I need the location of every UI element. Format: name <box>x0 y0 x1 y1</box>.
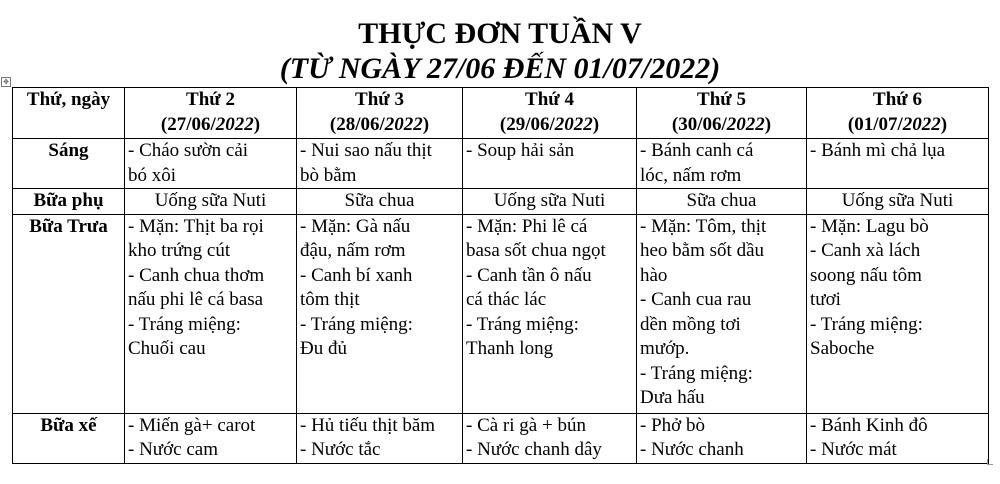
menu-line: hào <box>640 264 668 286</box>
table-row <box>13 413 989 463</box>
menu-line: - Hủ tiếu thịt băm <box>300 414 436 436</box>
table-row <box>13 214 989 413</box>
row-label: Bữa xế <box>13 413 125 463</box>
menu-cell <box>125 139 297 189</box>
day-name: Thứ 3 <box>355 89 404 110</box>
row-label: Bữa phụ <box>13 189 125 215</box>
menu-line: - Nui sao nấu thịt <box>300 140 432 161</box>
menu-cell <box>807 189 989 215</box>
menu-line: nấu phi lê cá basa <box>128 289 264 310</box>
menu-cell <box>463 214 637 413</box>
menu-line: tươi <box>810 289 841 310</box>
menu-line: Sữa chua <box>344 190 415 211</box>
menu-line: basa sốt chua ngọt <box>466 240 606 261</box>
menu-cell <box>807 214 989 413</box>
menu-line: dền mồng tơi <box>640 313 741 335</box>
day-name: Thứ 6 <box>873 89 922 110</box>
menu-line: - Tráng miệng: <box>640 362 753 384</box>
menu-line: Đu đủ <box>300 338 347 359</box>
day-date: (29/06/2022) <box>499 113 600 135</box>
menu-line: Saboche <box>810 338 875 359</box>
day-header <box>637 88 807 139</box>
menu-cell <box>637 189 807 215</box>
corner-header: Thứ, ngày <box>13 88 125 139</box>
menu-cell <box>807 139 989 189</box>
row-label: Bữa Trưa <box>13 214 125 413</box>
menu-line: - Mặn: Lagu bò <box>810 215 929 237</box>
day-date: (01/07/2022) <box>847 113 948 135</box>
menu-line: tôm thịt <box>300 289 360 310</box>
day-header <box>807 88 989 139</box>
menu-line: - Cà ri gà + bún <box>466 414 586 436</box>
day-date: (30/06/2022) <box>671 113 772 135</box>
menu-cell <box>463 139 637 189</box>
menu-line: đậu, nấm rơm <box>300 240 406 261</box>
menu-line: - Mặn: Thịt ba rọi <box>128 215 264 237</box>
menu-line: - Tráng miệng: <box>300 313 413 335</box>
menu-cell <box>463 413 637 463</box>
menu-line: - Nước tắc <box>300 439 381 460</box>
menu-line: - Nước cam <box>128 439 218 460</box>
menu-line: heo bằm sốt dầu <box>640 240 765 261</box>
menu-line: - Miến gà+ carot <box>128 414 256 436</box>
menu-line: soong nấu tôm <box>810 264 922 286</box>
paragraph-corner-mark <box>987 459 993 465</box>
menu-cell <box>637 139 807 189</box>
menu-cell <box>297 214 463 413</box>
menu-line: Uống sữa Nuti <box>841 190 954 211</box>
menu-cell <box>463 189 637 215</box>
day-name: Thứ 5 <box>697 89 746 110</box>
table-move-handle-icon[interactable]: ✥ <box>1 77 11 87</box>
menu-cell <box>637 413 807 463</box>
day-header <box>125 88 297 139</box>
menu-line: - Canh chua thơm <box>128 264 265 286</box>
menu-line: bò bằm <box>300 164 357 186</box>
menu-cell <box>807 413 989 463</box>
page-subtitle: (TỪ NGÀY 27/06 ĐẾN 01/07/2022) <box>279 52 721 85</box>
menu-line: - Mặn: Tôm, thịt <box>640 215 767 237</box>
menu-line: bó xôi <box>128 164 177 186</box>
menu-line: - Canh bí xanh <box>300 264 413 286</box>
header-row <box>13 88 989 139</box>
menu-cell <box>125 214 297 413</box>
menu-cell <box>637 214 807 413</box>
menu-line: Thanh long <box>466 338 554 359</box>
menu-line: - Canh cua rau <box>640 289 752 310</box>
menu-line: mướp. <box>640 338 690 359</box>
day-date: (27/06/2022) <box>160 113 261 135</box>
menu-line: - Tráng miệng: <box>466 313 579 335</box>
menu-cell <box>297 189 463 215</box>
menu-cell <box>125 413 297 463</box>
menu-line: - Mặn: Phi lê cá <box>466 215 588 237</box>
menu-cell <box>125 189 297 215</box>
menu-line: - Phở bò <box>640 414 705 436</box>
menu-line: kho trứng cút <box>128 240 231 261</box>
menu-cell <box>297 139 463 189</box>
menu-line: Uống sữa Nuti <box>493 190 606 211</box>
menu-table <box>12 87 989 464</box>
row-label: Sáng <box>13 139 125 189</box>
table-row <box>13 189 989 215</box>
day-date: (28/06/2022) <box>329 113 430 135</box>
day-header <box>297 88 463 139</box>
page-title: THỰC ĐƠN TUẦN V <box>358 17 642 50</box>
day-name: Thứ 2 <box>186 89 235 110</box>
day-header <box>463 88 637 139</box>
menu-line: Sữa chua <box>686 190 757 211</box>
menu-line: - Bánh Kinh đô <box>810 414 928 436</box>
menu-line: lóc, nấm rơm <box>640 164 742 186</box>
menu-line: - Bánh canh cá <box>640 140 754 161</box>
menu-line: - Tráng miệng: <box>128 313 241 335</box>
menu-line: - Nước chanh <box>640 439 744 460</box>
menu-line: - Canh xà lách <box>810 240 921 261</box>
menu-line: - Nước mát <box>810 439 897 460</box>
menu-line: - Bánh mì chả lụa <box>810 140 946 161</box>
table-row <box>13 139 989 189</box>
menu-line: Uống sữa Nuti <box>154 190 267 211</box>
menu-line: Chuối cau <box>128 338 206 359</box>
day-name: Thứ 4 <box>525 89 574 110</box>
menu-line: - Cháo sườn cải <box>128 140 249 161</box>
menu-cell <box>297 413 463 463</box>
menu-line: - Nước chanh dây <box>466 439 602 460</box>
menu-line: - Mặn: Gà nấu <box>300 215 411 237</box>
menu-line: - Canh tần ô nấu <box>466 264 592 286</box>
menu-line: cá thác lác <box>466 289 547 310</box>
menu-line: - Soup hải sản <box>466 140 575 161</box>
menu-line: - Tráng miệng: <box>810 313 923 335</box>
menu-line: Dưa hấu <box>640 387 705 408</box>
